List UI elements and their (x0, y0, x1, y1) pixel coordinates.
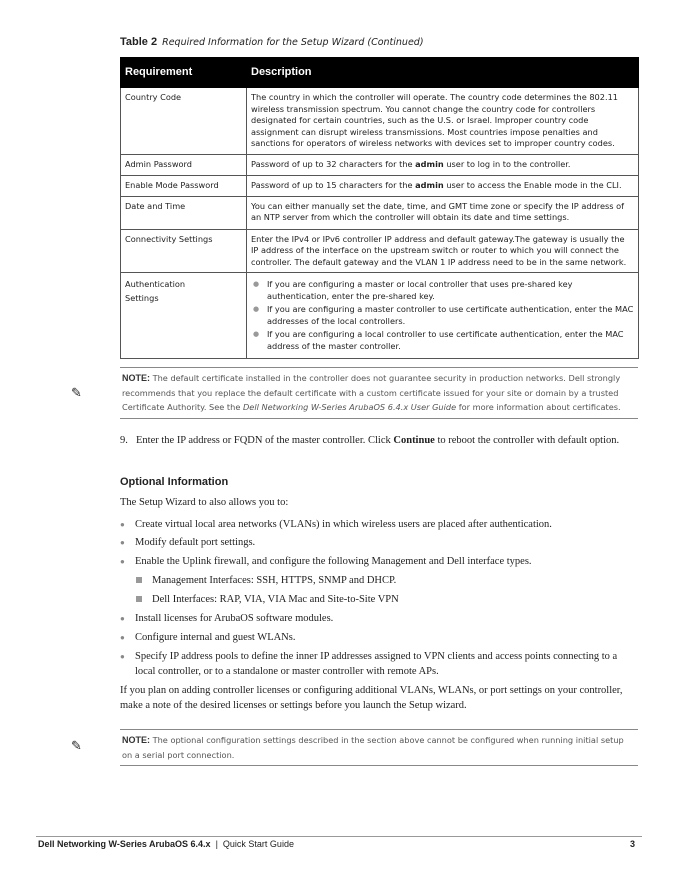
sub-list-item (136, 573, 636, 588)
table-row (121, 88, 639, 155)
step-9 (120, 433, 640, 448)
continue-keyword: Continue (393, 435, 435, 446)
description-cell: You can either manually set the date, time, and GMT time zone or specify the IP address of an NTP server from which the controller will obtain its date and time settings. (247, 196, 639, 229)
list-item: ● If you are configuring a master or local controller that uses pre-shared key authentication, enter the pre-shared key. (251, 279, 634, 302)
note-body: The default certificate installed in the controller does not guarantee security in production networks. Dell strongly recommends that you replace the default certificate with a custom certificate issued for your site or domain by a trusted Certificate Authority. See the (122, 373, 621, 412)
pencil-icon: ✎ (71, 386, 82, 401)
requirement-cell: Date and Time (121, 196, 247, 229)
header-description: Description (247, 58, 639, 88)
note-text (120, 368, 638, 418)
sub-bullet-text: Dell Interfaces: RAP, VIA, VIA Mac and Site-to-Site VPN (152, 594, 399, 605)
admin-keyword: admin (415, 158, 444, 169)
footer-separator: | (215, 839, 218, 849)
requirement-line: Authentication (125, 279, 186, 289)
description-text: user to access the Enable mode in the CLI. (443, 179, 622, 190)
list-item (120, 649, 640, 679)
step-text-part: Enter the IP address or FQDN of the master controller. Click (136, 435, 394, 446)
description-cell: The country in which the controller will operate. The country code determines the 802.11 wireless transmission spectrum. You cannot change the country code for controllers designated for certain countries, such as the U.S. or Israel. Improper country code assignment can disrupt wireless transmissions. Most countries impose penalties and sanctions for operators of wireless networks with devices set to improper country codes. (247, 88, 639, 155)
table-row (121, 229, 639, 273)
table-title: Required Information for the Setup Wizard (Continued) (162, 37, 424, 48)
description-cell: Enter the IPv4 or IPv6 controller IP address and default gateway.The gateway is usually the IP address of the interface on the upstream switch or router to which you will connect the controller. The default gateway and the VLAN 1 IP address need to be in the same network. (247, 229, 639, 273)
footer-product: Dell Networking W-Series ArubaOS 6.4.x (38, 839, 211, 849)
footer-divider (36, 836, 642, 837)
description-text: Password of up to 32 characters for the (251, 158, 416, 169)
bullet-text: Modify default port settings. (135, 537, 256, 548)
user-guide-title: Dell Networking W-Series ArubaOS 6.4.x User Guide (242, 402, 457, 412)
list-item (120, 535, 640, 550)
bullet-icon: ● (120, 557, 125, 566)
description-cell (247, 273, 639, 359)
footer-guide: Quick Start Guide (222, 839, 294, 849)
step-text (136, 433, 640, 448)
note-body: The optional configuration settings described in the section above cannot be configured when running initial setup on a serial port connection. (122, 735, 624, 760)
note-label: NOTE: (122, 373, 150, 383)
admin-keyword: admin (415, 179, 444, 190)
header-requirement: Requirement (121, 58, 247, 88)
intro-text: The Setup Wizard to also allows you to: (120, 497, 289, 508)
auth-bullet-list (251, 279, 634, 352)
sub-list-item (136, 592, 636, 607)
bullet-icon: ● (120, 652, 125, 661)
bullet-icon: ● (120, 520, 125, 529)
table-header-row (121, 58, 639, 88)
bullet-icon: ● (120, 614, 125, 623)
bullet-text: Enable the Uplink firewall, and configure the following Management and Dell interface types. (135, 556, 532, 567)
table-caption (120, 36, 424, 48)
step-number: 9. (120, 435, 128, 446)
footer-title (38, 839, 294, 849)
list-item: ● If you are configuring a local controller to use certificate authentication, enter the MAC address of the master controller. (251, 329, 634, 352)
list-item (120, 630, 640, 645)
requirements-table (120, 57, 639, 359)
table-row (121, 175, 639, 196)
list-item (120, 517, 640, 532)
requirement-cell: Admin Password (121, 154, 247, 175)
bullet-icon: ● (120, 538, 125, 547)
requirement-cell (121, 273, 247, 359)
pencil-icon: ✎ (71, 739, 82, 754)
description-cell (247, 154, 639, 175)
requirement-line: Settings (125, 292, 159, 303)
note-box (120, 729, 638, 766)
description-text: user to log in to the controller. (443, 158, 571, 169)
requirement-cell: Enable Mode Password (121, 175, 247, 196)
requirement-cell: Country Code (121, 88, 247, 155)
note-box (120, 367, 638, 419)
square-bullet-icon (136, 596, 142, 602)
bullet-text: Configure internal and guest WLANs. (135, 632, 296, 643)
square-bullet-icon (136, 577, 142, 583)
list-item (120, 554, 640, 569)
list-item (120, 611, 640, 626)
bullet-icon: ● (120, 633, 125, 642)
table-row (121, 273, 639, 359)
bullet-text: Specify IP address pools to define the inner IP addresses assigned to VPN clients and access points connecting to a local controller, or to a standalone or master controller with remote APs. (135, 651, 618, 677)
page-number: 3 (630, 839, 636, 849)
table-row (121, 154, 639, 175)
note-text (120, 730, 638, 765)
sub-bullet-text: Management Interfaces: SSH, HTTPS, SNMP and DHCP. (152, 575, 397, 586)
table-number: Table 2 (120, 36, 158, 48)
closing-paragraph: If you plan on adding controller licenses or configuring additional VLANs, WLANs, or port settings on your controller, make a note of the desired licenses or settings before you launch the Setup wizard. (120, 685, 623, 711)
bullet-text: Create virtual local area networks (VLANs) in which wireless users are placed after authentication. (135, 519, 552, 530)
step-text-part: to reboot the controller with default option. (434, 435, 620, 446)
description-text: Password of up to 15 characters for the (251, 179, 416, 190)
section-heading: Optional Information (120, 476, 229, 488)
note-label: NOTE: (122, 735, 150, 745)
requirement-cell: Connectivity Settings (121, 229, 247, 273)
list-item: ● If you are configuring a master controller to use certificate authentication, enter the MAC addresses of the local controllers. (251, 304, 634, 327)
bullet-text: Install licenses for ArubaOS software modules. (135, 613, 334, 624)
table-row (121, 196, 639, 229)
note-body: for more information about certificates. (456, 402, 621, 412)
description-cell (247, 175, 639, 196)
